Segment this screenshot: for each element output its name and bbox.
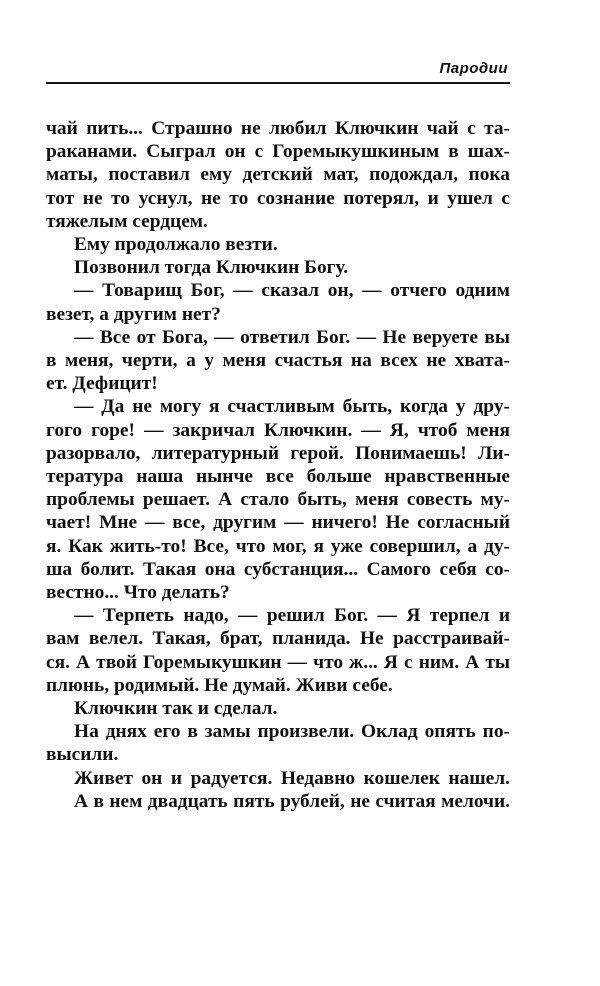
body-text <box>46 117 510 813</box>
text-line: везет, а другим нет? <box>46 303 221 325</box>
text-line: — Товарищ Бог, — сказал он, — отчего одним <box>74 280 510 302</box>
text-line: плюнь, родимый. Не думай. Живи себе. <box>46 674 393 696</box>
text-line: Ключкин так и сделал. <box>74 698 278 720</box>
text-line: тяжелым сердцем. <box>46 210 208 232</box>
text-line: раканами. Сыграл он с Горемыкушкиным в шах- <box>46 141 510 163</box>
text-line: высили. <box>46 744 119 766</box>
text-line: маты, поставил ему детский мат, подождал, пока <box>46 164 510 186</box>
text-line: ша болит. Такая она субстанция... Самого себя со- <box>46 558 510 580</box>
text-line: я. Как жить-то! Все, что мог, я уже совершил, а ду- <box>46 535 510 557</box>
text-line: ет. Дефицит! <box>46 373 158 395</box>
text-line: вестно... Что делать? <box>46 582 230 604</box>
text-line: вам велел. Такая, брат, планида. Не расстраивай- <box>46 628 510 650</box>
text-line: — Терпеть надо, — решил Бог. — Я терпел и <box>74 605 510 627</box>
text-line: тот не то уснул, не то сознание потерял, и ушел с <box>46 187 510 209</box>
text-line: Ему продолжало везти. <box>74 234 278 256</box>
text-line: тература наша нынче все больше нравственные <box>46 466 510 488</box>
header-rule <box>46 82 510 84</box>
text-line: чай пить... Страшно не любил Ключкин чай с та- <box>46 118 510 139</box>
text-line: — Да не могу я счастливым быть, когда у дру- <box>74 396 510 418</box>
text-line: чает! Мне — все, другим — ничего! Не согласный <box>46 512 510 534</box>
text-line: На днях его в замы произвели. Оклад опять по- <box>74 721 510 743</box>
text-line: гого горе! — закричал Ключкин. — Я, чтоб меня <box>46 419 510 441</box>
text-line: А в нем двадцать пять рублей, не считая мелочи. <box>74 790 510 812</box>
text-line: проблемы решает. А стало быть, меня совесть му- <box>46 489 510 511</box>
text-line: разорвало, литературный герой. Понимаешь! Ли- <box>46 442 510 464</box>
section-title: Пародии <box>439 60 508 77</box>
text-line: — Все от Бога, — ответил Бог. — Не веруете вы <box>74 326 510 348</box>
text-line: Живет он и радуется. Недавно кошелек нашел. <box>74 767 510 789</box>
text-line: Позвонил тогда Ключкин Богу. <box>74 257 349 279</box>
running-header <box>46 60 510 82</box>
text-line: в меня, черти, а у меня счастья на всех не хвата- <box>46 350 510 372</box>
text-line: ся. А твой Горемыкушкин — что ж... Я с ним. А ты <box>46 651 510 673</box>
